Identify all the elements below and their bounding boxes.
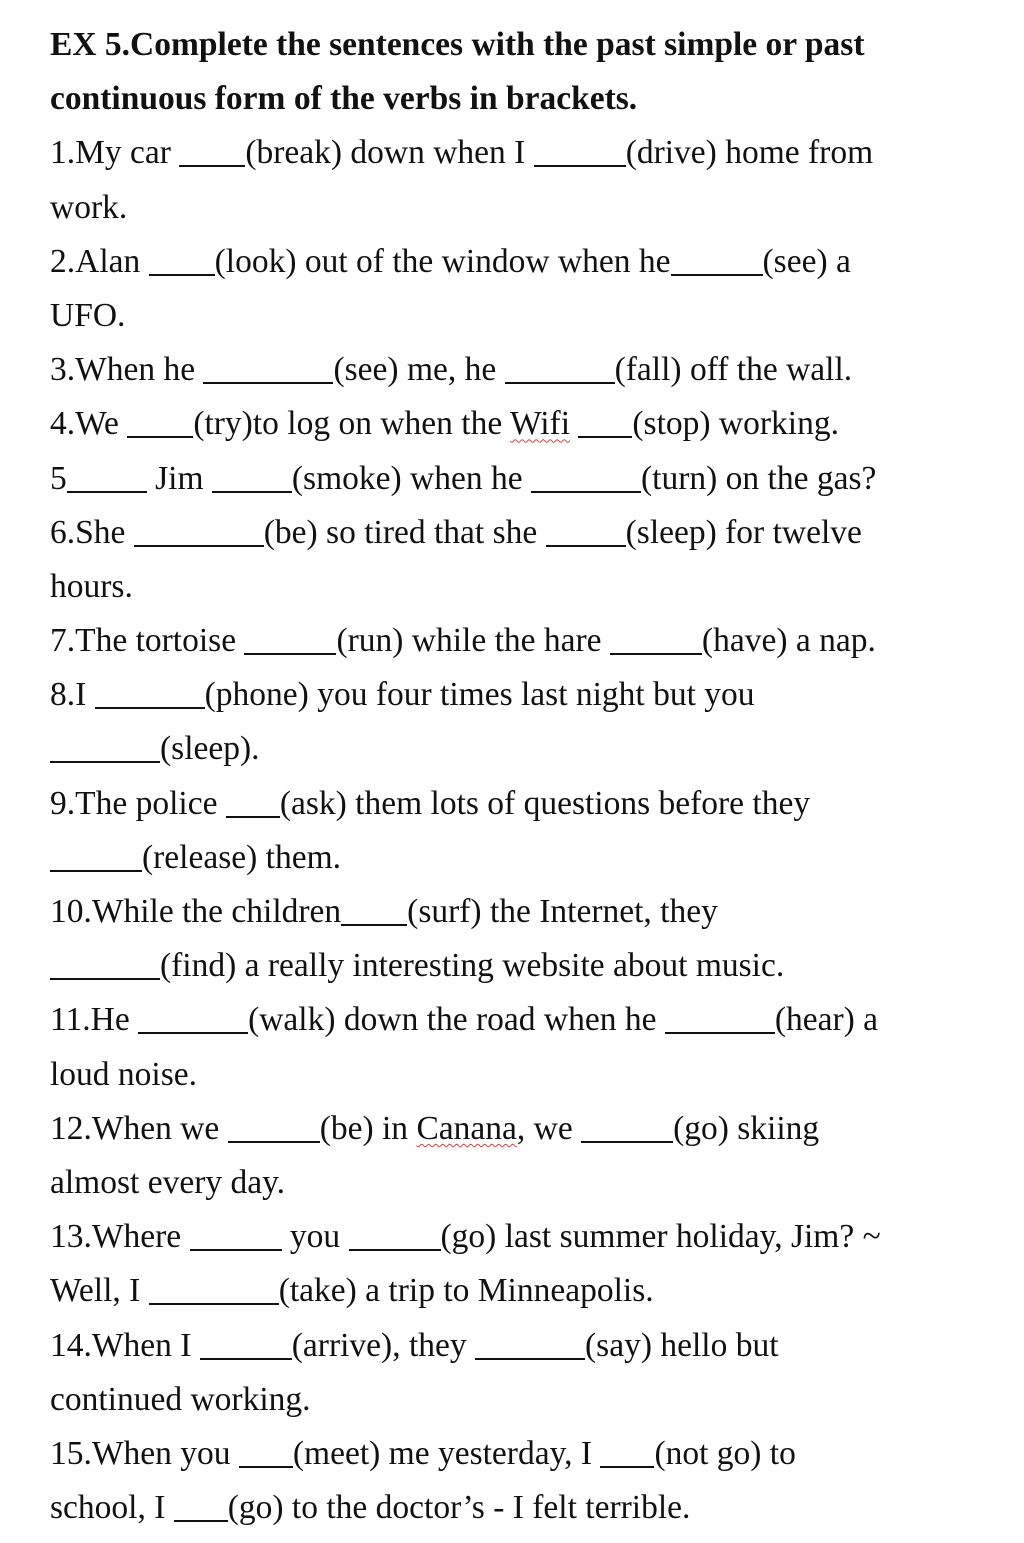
exercise-text: (arrive), they (291, 1326, 476, 1364)
answer-blank[interactable] (127, 403, 193, 439)
exercise-text: (go) to the doctor’s - I felt terrible. (227, 1489, 691, 1527)
exercise-2-cont (50, 289, 970, 343)
answer-blank[interactable] (531, 457, 641, 493)
exercise-9 (50, 777, 970, 831)
exercise-6 (50, 506, 970, 560)
exercise-text: (fall) off the wall. (614, 351, 853, 389)
exercise-text: (meet) me yesterday, I (292, 1434, 601, 1472)
exercise-text: (stop) working. (632, 405, 839, 443)
exercise-text: (see) me, he (333, 351, 505, 389)
exercise-text: 10.While the children (50, 893, 342, 930)
exercise-text: (break) down when I (245, 134, 534, 172)
exercise-text: Jim (146, 459, 212, 497)
exercise-text: (surf) the Internet, they (407, 893, 718, 930)
exercise-15 (50, 1427, 970, 1481)
exercise-block (50, 18, 970, 1535)
exercise-10-cont (50, 939, 970, 993)
answer-blank[interactable] (174, 1487, 228, 1523)
exercise-12-cont (50, 1156, 970, 1210)
exercise-text: 5 (50, 459, 67, 497)
answer-blank[interactable] (600, 1432, 654, 1468)
answer-blank[interactable] (578, 403, 632, 439)
exercise-text: (find) a really interesting website about music. (160, 947, 785, 985)
answer-blank[interactable] (50, 728, 160, 764)
exercise-text: loud noise. (50, 1055, 198, 1093)
exercise-text: 7.The tortoise (50, 622, 245, 660)
exercise-1-cont (50, 181, 970, 235)
answer-blank[interactable] (134, 511, 264, 547)
exercise-text: (take) a trip to Minneapolis. (278, 1272, 654, 1310)
exercise-text: 11.He (50, 1001, 139, 1039)
exercise-heading (50, 18, 970, 126)
exercise-text: (sleep) for twelve (625, 513, 862, 551)
answer-blank[interactable] (671, 240, 763, 276)
heading-line-2: continuous form of the verbs in brackets. (50, 80, 638, 118)
exercise-8-cont (50, 722, 970, 776)
exercise-text: , we (516, 1109, 582, 1147)
exercise-9-cont (50, 831, 970, 885)
exercise-text: (drive) home from (625, 134, 874, 172)
answer-blank[interactable] (505, 349, 615, 385)
exercise-6-cont (50, 560, 970, 614)
answer-blank[interactable] (179, 132, 245, 168)
exercise-text: (run) while the hare (336, 622, 610, 660)
exercise-text: 9.The police (50, 784, 226, 822)
exercise-text: school, I (50, 1489, 174, 1527)
exercise-text: (ask) them lots of questions before they (279, 784, 811, 822)
answer-blank[interactable] (349, 1216, 441, 1252)
exercise-text: 14.When I (50, 1326, 200, 1364)
exercise-text: (go) skiing (673, 1109, 820, 1147)
exercise-text: 15.When you (50, 1434, 239, 1472)
answer-blank[interactable] (226, 782, 280, 818)
exercise-text: almost every day. (50, 1163, 286, 1201)
spellcheck-word: Wifi (509, 405, 571, 443)
exercise-7 (50, 614, 970, 668)
exercise-text: work. (50, 188, 128, 226)
exercise-1 (50, 126, 970, 180)
exercise-text: (hear) a (774, 1001, 879, 1039)
exercise-14-cont (50, 1373, 970, 1427)
exercise-text: (turn) on the gas? (641, 459, 877, 497)
exercise-text: continued working. (50, 1380, 311, 1418)
exercise-text: (phone) you four times last night but you (204, 676, 755, 714)
exercise-text: Well, I (50, 1272, 149, 1310)
answer-blank[interactable] (581, 1107, 673, 1143)
exercise-text: (look) out of the window when he (214, 242, 671, 280)
exercise-15-cont (50, 1481, 970, 1535)
exercise-text: hours. (50, 567, 133, 605)
exercise-8 (50, 668, 970, 722)
exercise-text: 6.She (50, 513, 134, 551)
exercise-text: 8.I (50, 676, 95, 714)
exercise-2 (50, 235, 970, 289)
answer-blank[interactable] (200, 1324, 292, 1360)
exercise-3 (50, 343, 970, 397)
exercise-text: 1.My car (50, 134, 180, 172)
heading-line-1: EX 5.Complete the sentences with the past simple or past (50, 26, 865, 63)
exercise-11 (50, 993, 970, 1047)
exercise-text: (try)to log on when the (193, 405, 510, 443)
answer-blank[interactable] (95, 674, 205, 710)
exercise-text: (release) them. (142, 838, 342, 876)
answer-blank[interactable] (67, 457, 147, 493)
exercise-text: (sleep). (160, 730, 260, 768)
answer-blank[interactable] (212, 457, 292, 493)
exercise-13 (50, 1210, 970, 1264)
spellcheck-word: Canana (416, 1109, 517, 1147)
answer-blank[interactable] (190, 1216, 282, 1252)
exercise-12 (50, 1102, 970, 1156)
answer-blank[interactable] (665, 999, 775, 1035)
answer-blank[interactable] (610, 620, 702, 656)
exercise-14 (50, 1319, 970, 1373)
exercise-text: (be) in (319, 1109, 417, 1147)
answer-blank[interactable] (244, 620, 336, 656)
exercise-text: 12.When we (50, 1109, 228, 1147)
answer-blank[interactable] (475, 1324, 585, 1360)
exercise-text: (be) so tired that she (263, 513, 546, 551)
answer-blank[interactable] (546, 511, 626, 547)
exercise-text: 2.Alan (50, 242, 149, 280)
exercise-text (570, 405, 578, 442)
exercise-4 (50, 397, 970, 451)
exercise-text: (walk) down the road when he (248, 1001, 665, 1039)
exercise-text: 13.Where (50, 1218, 190, 1256)
exercise-text: 4.We (50, 405, 128, 443)
exercise-text: (not go) to (654, 1434, 796, 1472)
exercise-11-cont (50, 1048, 970, 1102)
answer-blank[interactable] (50, 945, 160, 981)
exercise-text: (go) last summer holiday, Jim? ~ (440, 1218, 881, 1256)
exercise-text: (say) hello but (585, 1326, 779, 1364)
answer-blank[interactable] (534, 132, 626, 168)
exercise-text: UFO. (50, 296, 126, 334)
exercise-text: (have) a nap. (701, 622, 876, 660)
answer-blank[interactable] (203, 349, 333, 385)
answer-blank[interactable] (138, 999, 248, 1035)
exercise-text: 3.When he (50, 351, 204, 389)
exercise-10 (50, 885, 970, 939)
exercise-5 (50, 452, 970, 506)
answer-blank[interactable] (341, 891, 407, 927)
answer-blank[interactable] (228, 1107, 320, 1143)
answer-blank[interactable] (149, 240, 215, 276)
exercise-13-cont (50, 1264, 970, 1318)
answer-blank[interactable] (50, 836, 142, 872)
exercise-text: (smoke) when he (291, 459, 531, 497)
answer-blank[interactable] (149, 1270, 279, 1306)
answer-blank[interactable] (239, 1432, 293, 1468)
exercise-text: you (281, 1218, 349, 1256)
exercise-text: (see) a (762, 242, 851, 280)
